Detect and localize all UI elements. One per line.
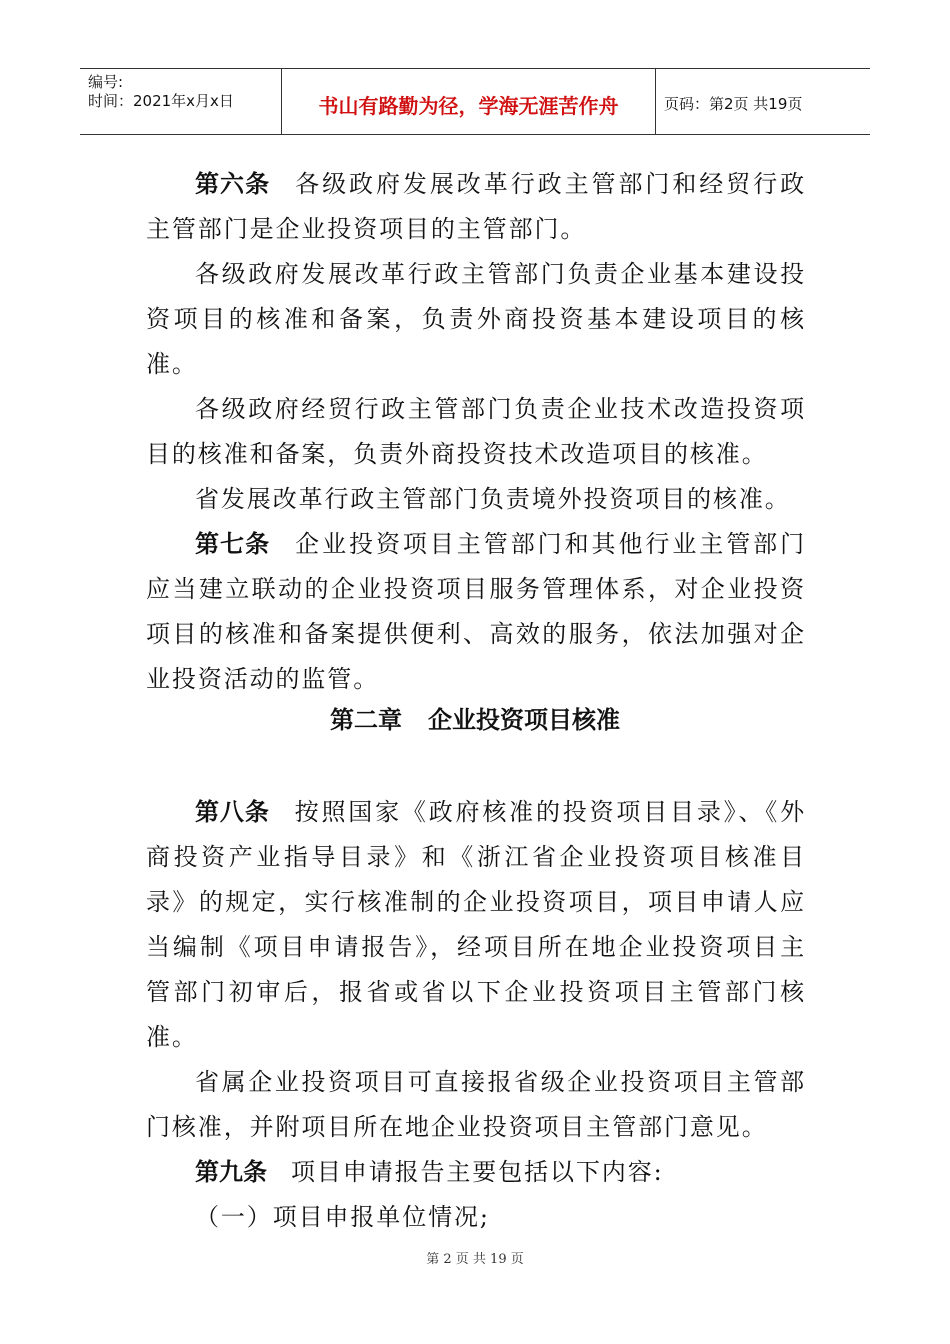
paragraph	[146, 522, 806, 702]
paragraph: 省属企业投资项目可直接报省级企业投资项目主管部门核准，并附项目所在地企业投资项目主管部门意见。	[146, 1068, 806, 1141]
header-motto: 书山有路勤为径，学海无涯苦作舟	[282, 69, 656, 134]
article-text: 项目申请报告主要包括以下内容:	[291, 1158, 664, 1186]
body-block-b	[146, 790, 806, 1240]
paragraph: 各级政府经贸行政主管部门负责企业技术改造投资项目的核准和备案，负责外商投资技术改造项目的核准。	[146, 395, 806, 468]
article-text: 按照国家《政府核准的投资项目目录》、《外商投资产业指导目录》和《浙江省企业投资项目核准目录》的规定，实行核准制的企业投资项目，项目申请人应当编制《项目申请报告》，经项目所在地企业投资项目主管部门初审后，报省或省以下企业投资项目主管部门核准。	[146, 798, 807, 1051]
paragraph	[146, 162, 806, 252]
article-heading: 第六条	[195, 170, 271, 198]
article-heading: 第八条	[195, 798, 270, 826]
paragraph: 省发展改革行政主管部门负责境外投资项目的核准。	[195, 485, 791, 513]
paragraph: 各级政府发展改革行政主管部门负责企业基本建设投资项目的核准和备案，负责外商投资基本建设项目的核准。	[146, 260, 806, 378]
document-header	[80, 68, 870, 135]
article-text: 各级政府发展改革行政主管部门和经贸行政主管部门是企业投资项目的主管部门。	[146, 170, 806, 243]
time-label: 时间：2021年x月x日	[88, 92, 234, 110]
chapter-heading	[0, 700, 950, 735]
paragraph: （一）项目申报单位情况;	[195, 1203, 490, 1231]
chapter-title: 企业投资项目核准	[428, 706, 620, 734]
header-page-code: 页码：第2页 共19页	[664, 95, 803, 113]
article-text: 企业投资项目主管部门和其他行业主管部门应当建立联动的企业投资项目服务管理体系，对企业投资项目的核准和备案提供便利、高效的服务，依法加强对企业投资活动的监管。	[146, 530, 806, 693]
page-footer: 第 2 页 共 19 页	[426, 1252, 524, 1267]
article-heading: 第七条	[195, 530, 271, 558]
body-block-a	[146, 162, 806, 702]
chapter-number: 第二章	[330, 706, 402, 734]
paragraph	[146, 1150, 806, 1195]
paragraph	[146, 790, 806, 1060]
header-meta	[80, 69, 282, 134]
article-heading: 第九条	[195, 1158, 267, 1186]
number-label: 编号:	[88, 73, 124, 91]
